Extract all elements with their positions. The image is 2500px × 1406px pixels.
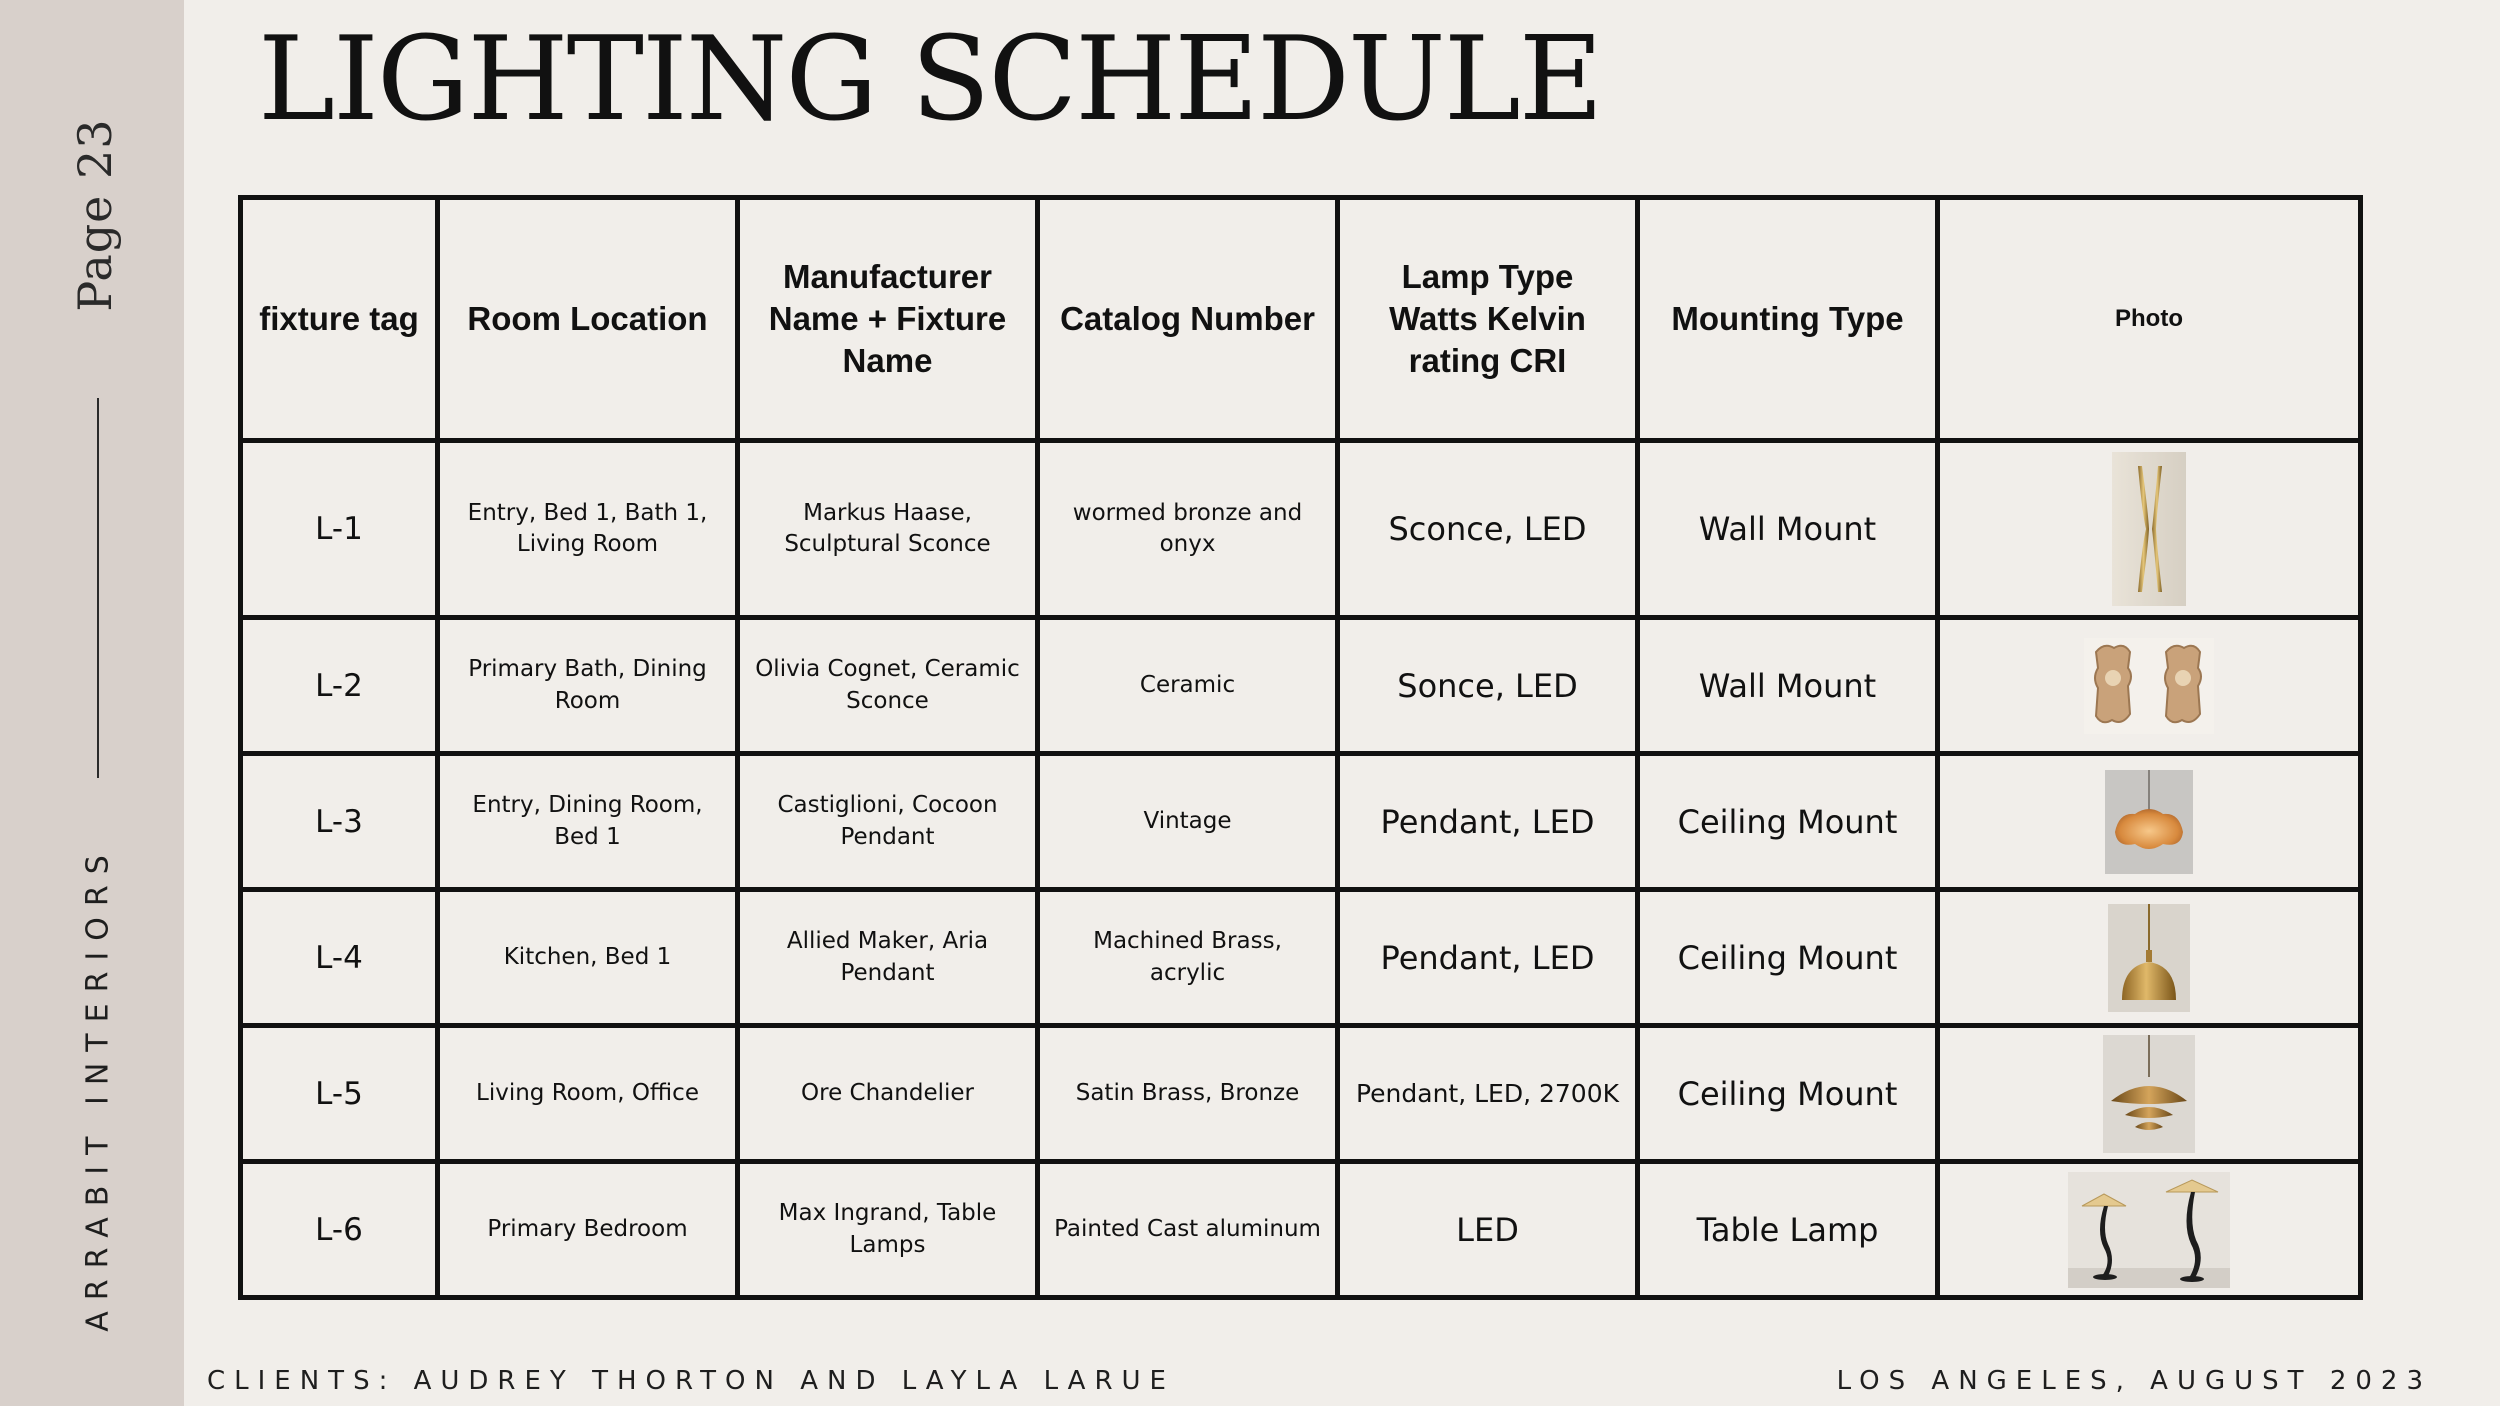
header-catalog-number: Catalog Number: [1038, 198, 1338, 441]
fixture-tag: L-6: [241, 1162, 438, 1298]
ceramic-sconce-icon: [2084, 638, 2214, 734]
fixture-photo-cell: [1938, 754, 2361, 890]
header-lamp-type: Lamp Type Watts Kelvin rating CRI: [1338, 198, 1638, 441]
ore-chandelier-icon: [2103, 1035, 2195, 1153]
lamp-type: Pendant, LED, 2700K: [1338, 1026, 1638, 1162]
manufacturer-name: Max Ingrand, Table Lamps: [738, 1162, 1038, 1298]
sidebar: [0, 0, 184, 1406]
room-location: Entry, Bed 1, Bath 1, Living Room: [438, 441, 738, 618]
fixture-photo-cell: [1938, 890, 2361, 1026]
table-row: [241, 618, 2361, 754]
manufacturer-name: Ore Chandelier: [738, 1026, 1038, 1162]
room-location: Living Room, Office: [438, 1026, 738, 1162]
catalog-number: Satin Brass, Bronze: [1038, 1026, 1338, 1162]
table-lamps-icon: [2068, 1172, 2230, 1288]
footer-location-date: LOS ANGELES, AUGUST 2023: [1836, 1366, 2432, 1396]
fixture-tag: L-5: [241, 1026, 438, 1162]
fixture-tag: L-2: [241, 618, 438, 754]
table-row: [241, 441, 2361, 618]
room-location: Primary Bath, Dining Room: [438, 618, 738, 754]
manufacturer-name: Allied Maker, Aria Pendant: [738, 890, 1038, 1026]
mounting-type: Ceiling Mount: [1638, 890, 1938, 1026]
lamp-type: LED: [1338, 1162, 1638, 1298]
aria-pendant-icon: [2108, 904, 2190, 1012]
lamp-type: Pendant, LED: [1338, 754, 1638, 890]
fixture-photo-cell: [1938, 1026, 2361, 1162]
lighting-schedule-table: [238, 195, 2363, 1300]
sidebar-divider: [97, 398, 99, 778]
mounting-type: Table Lamp: [1638, 1162, 1938, 1298]
lamp-type: Sonce, LED: [1338, 618, 1638, 754]
catalog-number: wormed bronze and onyx: [1038, 441, 1338, 618]
catalog-number: Vintage: [1038, 754, 1338, 890]
lamp-type: Sconce, LED: [1338, 441, 1638, 618]
catalog-number: Machined Brass, acrylic: [1038, 890, 1338, 1026]
header-manufacturer: Manufacturer Name + Fixture Name: [738, 198, 1038, 441]
page-number: Page 23: [68, 118, 122, 312]
table-header-row: [241, 198, 2361, 441]
mounting-type: Wall Mount: [1638, 618, 1938, 754]
header-mounting-type: Mounting Type: [1638, 198, 1938, 441]
header-photo: Photo: [1938, 198, 2361, 441]
fixture-photo-cell: [1938, 441, 2361, 618]
cocoon-pendant-icon: [2105, 770, 2193, 874]
fixture-tag: L-3: [241, 754, 438, 890]
catalog-number: Ceramic: [1038, 618, 1338, 754]
fixture-photo-cell: [1938, 618, 2361, 754]
header-room-location: Room Location: [438, 198, 738, 441]
fixture-photo-cell: [1938, 1162, 2361, 1298]
table-row: [241, 754, 2361, 890]
manufacturer-name: Castiglioni, Cocoon Pendant: [738, 754, 1038, 890]
table-row: [241, 1162, 2361, 1298]
room-location: Kitchen, Bed 1: [438, 890, 738, 1026]
header-fixture-tag: fixture tag: [241, 198, 438, 441]
manufacturer-name: Olivia Cognet, Ceramic Sconce: [738, 618, 1038, 754]
lamp-type: Pendant, LED: [1338, 890, 1638, 1026]
table-row: [241, 890, 2361, 1026]
table-row: [241, 1026, 2361, 1162]
fixture-tag: L-4: [241, 890, 438, 1026]
manufacturer-name: Markus Haase, Sculptural Sconce: [738, 441, 1038, 618]
brand-name: ARRABIT INTERIORS: [80, 844, 116, 1332]
mounting-type: Ceiling Mount: [1638, 754, 1938, 890]
catalog-number: Painted Cast aluminum: [1038, 1162, 1338, 1298]
fixture-tag: L-1: [241, 441, 438, 618]
sculptural-sconce-icon: [2112, 452, 2186, 606]
mounting-type: Wall Mount: [1638, 441, 1938, 618]
room-location: Primary Bedroom: [438, 1162, 738, 1298]
page-title: LIGHTING SCHEDULE: [258, 12, 1602, 147]
mounting-type: Ceiling Mount: [1638, 1026, 1938, 1162]
room-location: Entry, Dining Room, Bed 1: [438, 754, 738, 890]
footer-clients: CLIENTS: AUDREY THORTON AND LAYLA LARUE: [207, 1366, 1175, 1396]
